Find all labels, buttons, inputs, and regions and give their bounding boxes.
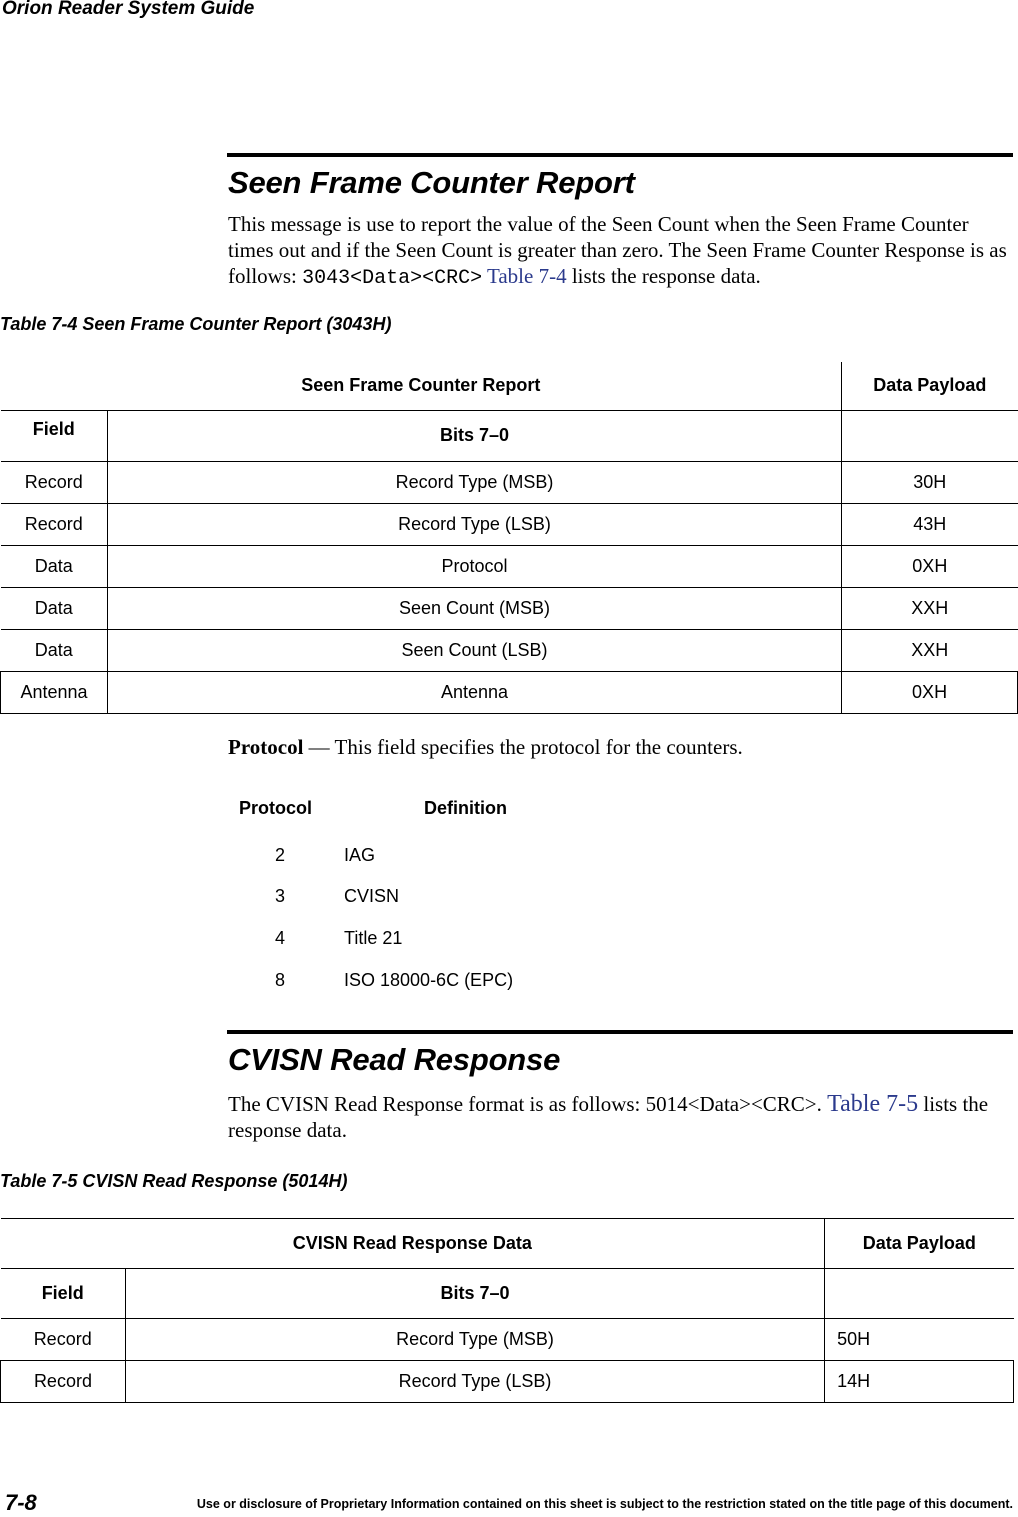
table-row [1, 1319, 1014, 1361]
protocol-code: 8 [275, 970, 286, 990]
table-row [1, 1361, 1014, 1403]
cell-payload: 14H [825, 1361, 1014, 1403]
protocol-code: 4 [275, 928, 286, 948]
cell-bits: Protocol [107, 545, 841, 587]
column-header-bits: Bits 7–0 [125, 1269, 824, 1319]
section-paragraph [228, 1091, 1018, 1143]
cell-field: Data [1, 545, 108, 587]
cvisn-read-response-table [0, 1218, 1014, 1403]
cell-payload: 0XH [842, 545, 1018, 587]
section-title: Seen Frame Counter Report [228, 165, 635, 200]
column-header-empty [842, 410, 1018, 461]
table-row [1, 545, 1018, 587]
protocol-definition: CVISN [344, 886, 400, 906]
protocol-column-header: Protocol [239, 798, 313, 818]
protocol-desc-text: — This field specifies the protocol for the counters. [303, 735, 743, 759]
cell-bits: Record Type (MSB) [107, 461, 841, 503]
cell-field: Record [1, 1361, 126, 1403]
protocol-term: Protocol [228, 735, 304, 759]
cell-payload: 50H [825, 1319, 1014, 1361]
cell-bits: Seen Count (MSB) [107, 587, 841, 629]
table-row [1, 629, 1018, 671]
protocol-definition: IAG [344, 845, 376, 865]
table-row [1, 587, 1018, 629]
section-title: CVISN Read Response [228, 1042, 561, 1077]
table-xref-link[interactable]: Table 7-5 [827, 1091, 919, 1117]
table-caption: Table 7-5 CVISN Read Response (5014H) [0, 1171, 348, 1191]
cell-field: Record [1, 503, 108, 545]
protocol-definition: ISO 18000-6C (EPC) [344, 970, 514, 990]
table-header-main: Seen Frame Counter Report [1, 362, 842, 410]
cell-bits: Record Type (LSB) [125, 1361, 824, 1403]
protocol-code: 2 [275, 845, 286, 865]
cell-bits: Record Type (MSB) [125, 1319, 824, 1361]
column-header-empty [825, 1269, 1014, 1319]
cell-bits: Seen Count (LSB) [107, 629, 841, 671]
column-header-field: Field [1, 410, 108, 461]
paragraph-text: This message is use to report the value of the Seen Count when the Seen Frame Counter times out and if the Seen Count is greater than zero. The Seen Frame Counter Response is as follows: [228, 212, 1007, 288]
section-rule [227, 1030, 1013, 1034]
section-rule [227, 153, 1013, 157]
paragraph-text: The CVISN Read Response format is as follows: 5014<Data><CRC>. [228, 1092, 828, 1116]
cell-payload: 0XH [842, 671, 1018, 713]
cell-field: Record [1, 461, 108, 503]
cell-field: Antenna [1, 671, 108, 713]
seen-frame-counter-table [0, 362, 1018, 714]
table-caption: Table 7-4 Seen Frame Counter Report (3043H) [0, 314, 392, 334]
protocol-code: 3 [275, 886, 286, 906]
table-row [1, 461, 1018, 503]
table-header-payload: Data Payload [825, 1219, 1014, 1269]
cell-field: Record [1, 1319, 126, 1361]
running-header: Orion Reader System Guide [2, 0, 255, 19]
column-header-bits: Bits 7–0 [107, 410, 841, 461]
cell-field: Data [1, 587, 108, 629]
table-header-payload: Data Payload [842, 362, 1018, 410]
paragraph-text-end: lists the response data. [566, 264, 761, 288]
column-header-field: Field [1, 1269, 126, 1319]
section-paragraph [228, 211, 1018, 292]
proprietary-notice: Use or disclosure of Proprietary Information contained on this sheet is subject to the restriction stated on the title page of this document. [196, 1497, 1013, 1511]
table-header-main: CVISN Read Response Data [1, 1219, 825, 1269]
table-row [1, 503, 1018, 545]
table-xref-link[interactable]: Table 7-4 [487, 264, 567, 288]
command-code: 3043<Data><CRC> [302, 267, 483, 290]
cell-bits: Record Type (LSB) [107, 503, 841, 545]
protocol-definition: Title 21 [344, 928, 403, 948]
paragraph-text-end: lists the response data. [228, 1092, 989, 1142]
cell-field: Data [1, 629, 108, 671]
table-row [1, 671, 1018, 713]
protocol-description [228, 734, 1018, 760]
cell-payload: XXH [842, 587, 1018, 629]
page-number: 7-8 [5, 1490, 37, 1515]
definition-column-header: Definition [424, 798, 507, 818]
cell-payload: XXH [842, 629, 1018, 671]
cell-bits: Antenna [107, 671, 841, 713]
cell-payload: 43H [842, 503, 1018, 545]
cell-payload: 30H [842, 461, 1018, 503]
